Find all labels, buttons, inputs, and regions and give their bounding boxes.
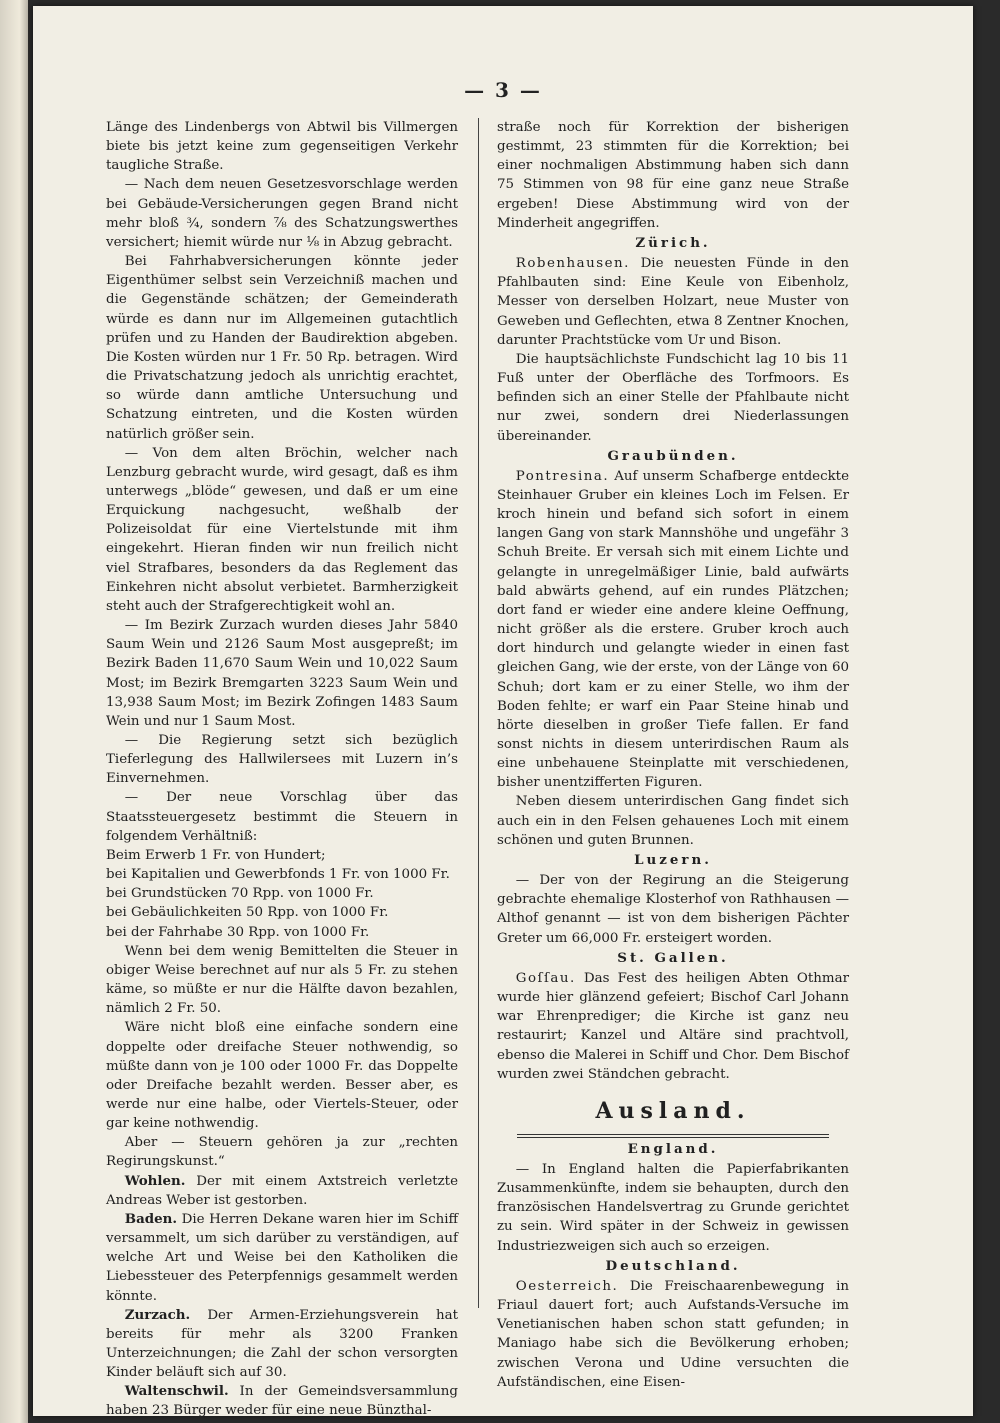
paragraph-text: Auf unserm Schafberge entdeckte Steinhauer Gruber ein kleines Loch im Felsen. Er kroch hinein und befand sich sofort in einem langen Gang von stark Mannshöhe und ungefähr 3 Schuh Breite. Er versah sich mit einem Lichte und gelangte in unregelmäßiger Linie, bald aufwärts bald abwärts gehend, auf ein rundes Plätzchen; dort fand er wieder eine andere kleine Oeffnung, nicht größer als die erstere. Gruber kroch auch dort hindurch und gelangte wieder in einen fast gleichen Gang, wie der erste, von der Länge von 60 Schuh; dort kam er zu einer Stelle, wo ihm der Boden fehlte; er warf ein Paar Steine hinab und hörte dieselben in großer Tiefe fallen. Er fand sonst nichts in diesem unterirdischen Raum als eine unbehauene Steinplatte mit verschiedenen, bisher unentzifferten Figuren. (497, 468, 849, 791)
article-paragraph: bei der Fahrhabe 30 Rpp. von 1000 Fr. (106, 924, 370, 940)
place-name: Zurzach. (124, 1306, 191, 1323)
article-paragraph (497, 969, 849, 1084)
column-divider (478, 118, 479, 1308)
paragraph-text: Die Herren Dekane waren hier im Schiff versammelt, um sich darüber zu verständigen, auf welche Art und Weise bei den Katholiken die Liebessteuer des Peterpfennigs gesammelt werden könnte. (106, 1211, 458, 1304)
article-paragraph: Beim Erwerb 1 Fr. von Hundert; (106, 847, 326, 863)
article-paragraph: Wäre nicht bloß eine einfache sondern eine doppelte oder dreifache Steuer nothwendig, so müßte dann von je 100 oder 1000 Fr. das Doppelte oder Dreifache bezahlt werden. Besser aber, es werde nur eine halbe, oder Viertels-Steuer, oder gar keine nothwendig. (106, 1020, 458, 1132)
paragraph-text: In der Gemeindsversammlung haben 23 Bürger weder für eine neue Bünzthal- (106, 1384, 458, 1419)
article-paragraph: — In England halten die Papierfabrikanten Zusammenkünfte, indem sie behaupten, durch den französischen Handelsvertrag zu Grunde gerichtet zu sein. Wird später in der Schweiz in gewissen Industriezweigen sich auch so erzeigen. (497, 1161, 849, 1254)
paragraph-text: Der Armen-Erziehungsverein hat bereits für mehr als 3200 Franken Unterzeichnungen; die Zahl der schon versorgten Kinder beläuft sich auf 30. (106, 1307, 458, 1381)
right-column (497, 118, 849, 1390)
place-name: Robenhausen. (515, 256, 630, 272)
article-paragraph: — Im Bezirk Zurzach wurden dieses Jahr 5840 Saum Wein und 2126 Saum Most ausgepreßt; im Bezirk Baden 11,670 Saum Wein und 10,022 Saum Most; im Bezirk Bremgarten 3223 Saum Wein und 13,938 Saum Most; im Bezirk Zofingen 1483 Saum Wein und nur 1 Saum Most. (106, 618, 458, 729)
place-name: Oesterreich. (515, 1278, 619, 1294)
article-paragraph: — Die Regierung setzt sich bezüglich Tieferlegung des Hallwilersees mit Luzern in’s Einvernehmen. (106, 733, 458, 787)
article-paragraph: Bei Fahrhabversicherungen könnte jeder Eigenthümer selbst sein Verzeichniß machen und die Gegenstände schätzen; der Gemeinderath würde es dann nur im Allgemeinen gutachtlich prüfen und zu Handen der Baudirektion abgeben. Die Kosten würden nur 1 Fr. 50 Rp. betragen. Wird die Privatschatzung jedoch als unrichtig erachtet, so würde dann amtliche Untersuchung und Schatzung eintreten, und die Kosten würden natürlich größer sein. (106, 254, 458, 442)
paragraph-text: Das Fest des heiligen Abten Othmar wurde hier glänzend gefeiert; Bischof Carl Johann war Ehrenprediger; die Kirche ist ganz neu restaurirt; Kanzel und Altäre sind prachtvoll, ebenso die Malerei in Schiff und Chor. Dem Bischof wurden zwei Ständchen gebracht. (497, 970, 849, 1082)
section-heading: Graubünden. (607, 447, 739, 464)
article-paragraph: — Der von der Regirung an die Steigerung gebrachte ehemalige Klosterhof von Rathhausen — Althof genannt — ist von dem bisherigen Pächter Greter um 66,000 Fr. ersteigert worden. (497, 873, 849, 946)
left-column (106, 118, 458, 1419)
paragraph-text: Die neuesten Fünde in den Pfahlbauten sind: Eine Keule von Eibenholz, Messer von derselben Holzart, neue Muster von Geweben und Geflechten, etwa 8 Zentner Knochen, darunter Prachtstücke vom Ur und Bison. (497, 256, 849, 348)
article-paragraph: Aber — Steuern gehören ja zur „rechten Regirungskunst.“ (106, 1135, 458, 1170)
article-paragraph: bei Kapitalien und Gewerbfonds 1 Fr. von 1000 Fr. (106, 867, 450, 883)
place-name: Baden. (124, 1210, 178, 1227)
article-paragraph: — Von dem alten Bröchin, welcher nach Lenzburg gebracht wurde, wird gesagt, daß es ihm unterwegs „blöde“ gewesen, und daß er um eine Erquickung nachgesucht, weßhalb der Polizeisoldat für eine Viertelstunde mit ihm eingekehrt. Hieran finden wir nun freilich nicht viel Strafbares, besonders da das Reglement das Einkehren nicht absolut verbietet. Barmherzigkeit steht auch der Strafgerechtigkeit wohl an. (106, 445, 458, 614)
article-paragraph: — Nach dem neuen Gesetzesvorschlage werden bei Gebäude-Versicherungen gegen Brand nicht mehr bloß ¾, sondern ⅞ des Schatzungswerthes versichert; hiemit würde nur ⅛ in Abzug gebracht. (106, 177, 458, 250)
article-paragraph (497, 1277, 849, 1392)
article-paragraph (497, 254, 849, 350)
article-paragraph: Die hauptsächlichste Fundschicht lag 10 bis 11 Fuß unter der Oberfläche des Torfmoors. Es befinden sich an einer Stelle der Pfahlbaute nicht nur zwei, sondern drei Niederlassungen übereinander. (497, 351, 849, 444)
article-paragraph: bei Gebäulichkeiten 50 Rpp. von 1000 Fr. (106, 905, 389, 921)
article-paragraph (106, 1210, 458, 1306)
section-heading: St. Gallen. (617, 949, 729, 966)
newspaper-page (33, 6, 973, 1419)
article-paragraph (106, 1306, 458, 1383)
article-paragraph (497, 467, 849, 793)
article-paragraph (106, 1172, 458, 1210)
section-heading: Luzern. (634, 851, 712, 868)
article-paragraph: Länge des Lindenbergs von Abtwil bis Villmergen biete bis jetzt keine zum gegenseitigen Verkehr taugliche Straße. (106, 120, 458, 174)
place-name: Wohlen. (124, 1172, 186, 1189)
page-number: — 3 — (464, 78, 542, 102)
place-name: Pontresina. (515, 468, 610, 484)
section-rule (517, 1134, 829, 1138)
paragraph-text: Der mit einem Axtstreich verletzte Andreas Weber ist gestorben. (106, 1173, 458, 1208)
article-paragraph: Neben diesem unterirdischen Gang findet sich auch ein in den Felsen gehauenes Loch mit einem schönen und guten Brunnen. (497, 794, 849, 848)
place-name: Goſſau. (515, 970, 576, 986)
paragraph-text: Die Freischaarenbewegung in Friaul dauert fort; auch Aufstands-Versuche im Venetianischen haben schon statt gefunden; in Maniago habe sich die Bevölkerung erhoben; zwischen Verona und Udine versuchten die Aufständischen, eine Eisen- (497, 1278, 849, 1390)
article-paragraph: bei Grundstücken 70 Rpp. von 1000 Fr. (106, 886, 374, 902)
article-paragraph (106, 1382, 458, 1420)
article-paragraph: — Der neue Vorschlag über das Staatssteuergesetz bestimmt die Steuern in folgendem Verhältniß: (106, 790, 458, 844)
section-heading: Zürich. (635, 234, 711, 251)
section-heading: England. (627, 1140, 719, 1157)
article-paragraph: straße noch für Korrektion der bisherigen gestimmt, 23 stimmten für die Korrektion; bei einer nochmaligen Abstimmung haben sich dann 75 Stimmen von 98 für eine ganz neue Straße ergeben! Diese Abstimmung wird von der Minderheit angegriffen. (497, 120, 849, 231)
section-heading: Ausland. (595, 1097, 751, 1124)
article-paragraph: Wenn bei dem wenig Bemittelten die Steuer in obiger Weise berechnet auf nur als 5 Fr. zu stehen käme, so müßte er nur die Hälfte davon bezahlen, nämlich 2 Fr. 50. (106, 943, 458, 1017)
place-name: Waltenschwil. (124, 1383, 229, 1400)
previous-page-edge (0, 0, 28, 1423)
section-heading: Deutschland. (605, 1257, 741, 1274)
